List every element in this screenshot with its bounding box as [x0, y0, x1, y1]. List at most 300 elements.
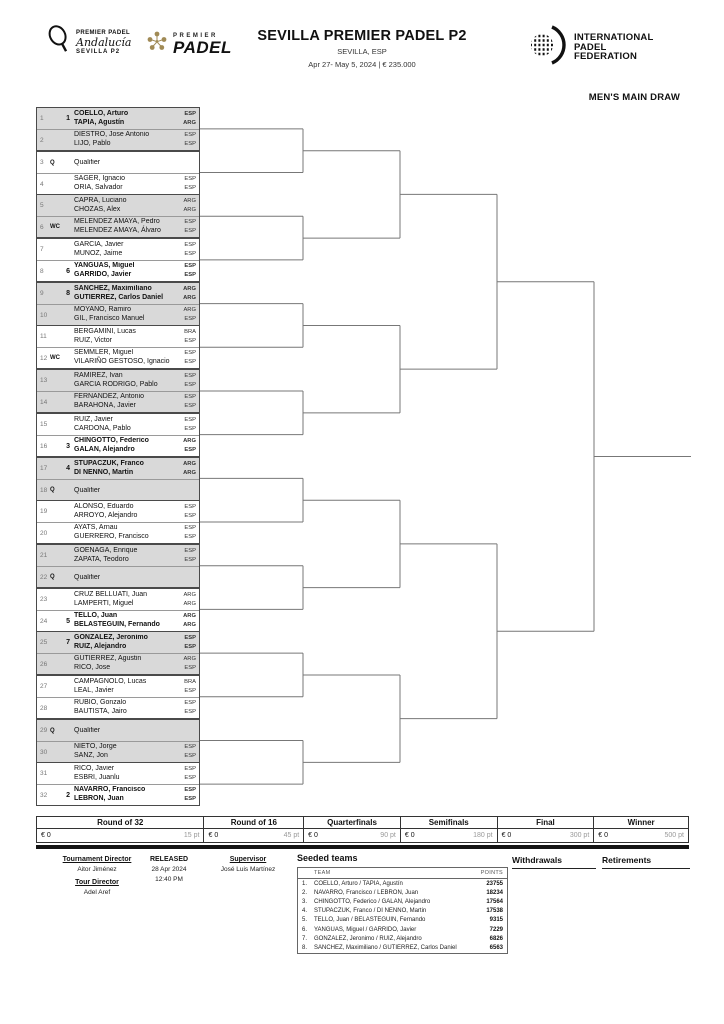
match-box [36, 588, 200, 632]
round-name: Round of 32 [37, 817, 203, 829]
match-box [36, 500, 200, 544]
qualifier-label: Qualifier [74, 159, 101, 166]
player-name: GARCIA, Javier [74, 240, 124, 248]
team-countries [178, 306, 199, 323]
team-names [74, 262, 178, 279]
entry-seed: 3 [66, 442, 70, 450]
seed-rank: 5. [302, 917, 308, 924]
team-countries [178, 110, 199, 127]
player-name: CHINGOTTO, Federico [74, 437, 149, 445]
entry-number: 1 [40, 115, 44, 122]
player-name: LIJO, Pablo [74, 140, 111, 147]
match-box [36, 151, 200, 195]
event-logo-line3: SEVILLA P2 [76, 49, 121, 55]
round-column-1 [37, 817, 203, 842]
team-names [74, 218, 178, 235]
player-name: BAUTISTA, Jairo [74, 708, 127, 715]
player-country: ESP [184, 634, 196, 641]
entry-badge: Q [50, 727, 55, 734]
player-country: ESP [184, 709, 196, 715]
supervisor-block [206, 856, 290, 874]
team-names [74, 591, 178, 608]
team-countries [178, 372, 199, 389]
round-prize: € 0 [41, 832, 51, 839]
player-name: GUTIERREZ, Agustin [74, 655, 142, 663]
team-countries [178, 765, 199, 782]
entry-number: 2 [40, 136, 44, 144]
tournament-director-name: Aitor Jiménez [77, 866, 117, 874]
team-countries [178, 743, 199, 760]
entry-number: 14 [40, 398, 48, 406]
player-country: ESP [184, 176, 196, 183]
player-country: ESP [184, 425, 196, 432]
player-country: ESP [184, 394, 196, 401]
entry-number: 12 [40, 354, 48, 362]
ipf-logo-line1: INTERNATIONAL [574, 31, 654, 43]
entry-number: 28 [40, 704, 48, 712]
seeded-team-row [298, 897, 507, 906]
qualifier-label: Qualifier [74, 573, 101, 581]
player-name: ZAPATA, Teodoro [74, 555, 129, 563]
rounds-bar [36, 816, 689, 843]
player-country: ESP [184, 359, 196, 365]
player-name: STUPACZUK, Franco [74, 459, 144, 467]
player-country: ESP [184, 665, 196, 671]
seed-points: 6826 [489, 935, 503, 942]
round-name: Quarterfinals [304, 817, 400, 829]
player-name: MUNOZ, Jaime [74, 249, 123, 257]
event-dates: Apr 27- May 5, 2024 | € 235.000 [308, 60, 416, 69]
round-name: Semifinals [401, 817, 497, 829]
entry-number: 29 [40, 727, 48, 734]
bracket-entry-18 [37, 479, 199, 500]
seed-team: COELLO, Arturo / TAPIA, Agustín [314, 880, 403, 887]
supervisor-label: Supervisor [229, 856, 267, 863]
entry-number: 30 [40, 748, 48, 756]
tournament-director-block [44, 856, 150, 896]
player-country: ESP [184, 687, 196, 694]
player-country: ARG [183, 656, 196, 663]
round-column-3 [303, 817, 400, 842]
player-name: TAPIA, Agustín [74, 118, 125, 126]
entry-number: 19 [40, 508, 48, 515]
seed-team: YANGUAS, Miguel / GARRIDO, Javier [314, 926, 417, 933]
ipf-ball-icon [528, 24, 568, 71]
player-name: GIL, Francisco Manuel [74, 315, 145, 322]
entry-number: 26 [40, 660, 48, 668]
team-names [74, 110, 178, 127]
team-countries [178, 655, 199, 672]
player-name: DI NENNO, Martin [74, 468, 134, 476]
bracket-entry-12 [37, 347, 199, 368]
tour-director-label: Tour Director [75, 878, 119, 886]
player-country: ESP [184, 110, 196, 117]
player-name: GARCIA RODRIGO, Pablo [74, 380, 158, 388]
player-name: RUBIO, Gonzalo [74, 699, 127, 707]
bracket-entry-4 [37, 173, 199, 194]
round-name: Round of 16 [204, 817, 303, 829]
seed-points: 17564 [486, 898, 503, 905]
player-country: ARG [183, 469, 196, 476]
bracket-entry-2 [37, 129, 199, 150]
entry-number: 27 [40, 683, 48, 690]
player-name: LEBRON, Juan [74, 795, 124, 802]
entry-number: 31 [40, 770, 48, 777]
tournament-director-label: Tournament Director [62, 856, 132, 863]
team-countries [178, 547, 199, 564]
racket-icon [46, 24, 72, 61]
round-prize: € 0 [501, 832, 512, 839]
match-box [36, 675, 200, 719]
bracket-entry-21 [37, 545, 199, 566]
round-prize: € 0 [308, 832, 318, 839]
entry-number: 25 [40, 639, 48, 646]
entry-badge: Q [50, 574, 55, 580]
team-names [74, 306, 178, 323]
seeded-team-row [298, 934, 507, 943]
team-names [74, 349, 178, 366]
player-name: GONZALEZ, Jeronimo [74, 633, 148, 641]
seed-rank: 6. [302, 926, 308, 933]
team-names [74, 612, 178, 629]
entry-number: 22 [40, 573, 48, 581]
seeded-team-row [298, 943, 507, 952]
team-names [74, 328, 178, 345]
player-name: SAGER, Ignacio [74, 175, 125, 183]
ipf-logo-line2: PADEL [574, 41, 607, 53]
entry-badge: Q [50, 487, 55, 493]
player-country: BRA [184, 678, 196, 685]
round-points: 500 pt [664, 832, 684, 839]
bracket-entry-9 [37, 283, 199, 304]
team-names [74, 460, 178, 477]
player-country: ESP [184, 643, 196, 650]
team-countries [178, 328, 199, 345]
seed-rank: 3. [302, 898, 308, 905]
player-name: GUTIERREZ, Carlos Daniel [74, 293, 164, 301]
team-names [74, 634, 178, 651]
seeded-table-header [298, 868, 507, 879]
entry-number: 7 [40, 246, 44, 253]
player-name: FERNANDEZ, Antonio [74, 393, 145, 401]
player-name: GALAN, Alejandro [74, 446, 135, 453]
premier-logo-main: PADEL [173, 38, 232, 57]
round-column-4 [400, 817, 497, 842]
player-country: ESP [184, 372, 196, 379]
player-country: ESP [184, 263, 196, 270]
player-name: YANGUAS, Miguel [74, 262, 135, 270]
seeded-col-points: POINTS [480, 870, 503, 876]
player-name: MELENDEZ AMAYA, Álvaro [74, 227, 161, 234]
player-country: ARG [183, 438, 196, 445]
player-name: BARAHONA, Javier [74, 402, 136, 409]
player-name: MOYANO, Ramiro [74, 306, 132, 314]
team-names [74, 699, 178, 716]
team-countries [178, 218, 199, 235]
entry-badge: WC [50, 224, 60, 230]
entry-seed: 1 [66, 115, 70, 122]
player-name: AYATS, Arnau [74, 524, 118, 532]
player-country: ESP [184, 765, 196, 772]
ipf-logo-line3: FEDERATION [574, 51, 638, 63]
team-countries [178, 786, 199, 803]
player-name: CARDONA, Pablo [74, 424, 131, 432]
bracket-entry-13 [37, 370, 199, 391]
seeded-col-team: TEAM [314, 870, 331, 876]
player-country: ESP [184, 700, 196, 707]
entry-seed: 4 [66, 465, 70, 472]
player-country: ARG [183, 197, 196, 204]
seeded-team-row [298, 907, 507, 916]
player-country: ARG [183, 119, 196, 126]
entry-seed: 2 [66, 791, 70, 799]
bracket-entry-30 [37, 741, 199, 762]
bracket-entry-14 [37, 391, 199, 412]
team-countries [178, 612, 199, 629]
player-country: ESP [184, 503, 196, 510]
tour-director-name: Adel Aref [83, 888, 111, 896]
entry-number: 18 [40, 486, 48, 494]
qualifier-label: Qualifier [74, 727, 101, 734]
player-name: LEAL, Javier [74, 686, 114, 694]
team-countries [178, 285, 199, 302]
team-countries [178, 241, 199, 258]
team-countries [178, 437, 199, 454]
player-country: ARG [183, 206, 196, 213]
team-countries [178, 393, 199, 410]
round-column-6 [593, 817, 688, 842]
team-countries [178, 678, 199, 695]
seed-rank: 7. [302, 935, 308, 942]
entry-seed: 5 [66, 617, 70, 625]
player-country: ESP [184, 547, 196, 554]
team-names [74, 131, 178, 148]
bracket-entry-16 [37, 435, 199, 456]
entry-number: 10 [40, 311, 48, 319]
match-box [36, 544, 200, 588]
player-name: CHOZAS, Alex [74, 205, 121, 213]
team-countries [178, 175, 199, 192]
round-points: 15 pt [183, 832, 200, 839]
seed-team: NAVARRO, Francisco / LEBRON, Juan [314, 889, 419, 896]
seed-rank: 8. [302, 944, 308, 951]
bracket-entry-29 [37, 720, 199, 741]
seeded-team-row [298, 879, 507, 888]
player-name: BERGAMINI, Lucas [74, 327, 136, 335]
player-name: DIESTRO, Jose Antonio [74, 131, 150, 139]
player-country: ESP [184, 774, 196, 781]
page-title: SEVILLA PREMIER PADEL P2 [257, 28, 467, 44]
player-name: CAMPAGNOLO, Lucas [74, 677, 147, 685]
event-logo-line1: PREMIER PADEL [76, 30, 131, 36]
premier-logo-top: PREMIER [173, 33, 218, 39]
entry-seed: 7 [66, 639, 70, 646]
team-names [74, 241, 178, 258]
player-country: ARG [183, 307, 196, 314]
team-names [74, 393, 178, 410]
team-names [74, 765, 178, 782]
player-country: ESP [184, 141, 196, 147]
entry-number: 4 [40, 180, 44, 188]
seed-points: 9315 [489, 917, 503, 924]
team-names [74, 786, 178, 803]
player-country: ARG [183, 591, 196, 598]
flower-icon [146, 30, 168, 59]
team-names [74, 175, 178, 192]
match-box [36, 238, 200, 282]
player-country: ESP [184, 534, 196, 540]
player-name: VILARIÑO GESTOSO, Ignacio [74, 358, 170, 365]
match-box [36, 457, 200, 501]
player-country: ESP [184, 241, 196, 248]
released-block [138, 856, 200, 883]
seed-points: 18234 [486, 889, 503, 896]
team-names [74, 547, 178, 564]
entry-number: 15 [40, 421, 48, 428]
draw-label: MEN'S MAIN DRAW [588, 92, 680, 103]
retirements-header: Retirements [602, 855, 690, 869]
seed-points: 23755 [486, 880, 503, 887]
team-countries [178, 524, 199, 541]
match-box [36, 194, 200, 238]
player-name: ESBRI, Juanlu [74, 773, 120, 781]
seed-team: GONZALEZ, Jeronimo / RUIZ, Alejandro [314, 935, 422, 942]
seed-team: STUPACZUK, Franco / DI NENNO, Martin [314, 908, 427, 915]
match-box [36, 107, 200, 151]
player-country: ESP [184, 185, 196, 191]
player-country: ARG [183, 613, 196, 620]
player-country: ARG [183, 285, 196, 292]
player-country: ARG [183, 460, 196, 467]
event-logo [46, 24, 131, 61]
seed-team: SANCHEZ, Maximiliano / GUTIERREZ, Carlos Daniel [314, 944, 457, 951]
ipf-logo [528, 24, 653, 71]
round-points: 180 pt [473, 832, 493, 839]
seed-rank: 2. [302, 889, 308, 896]
team-countries [178, 349, 199, 366]
player-name: ORIA, Salvador [74, 184, 123, 191]
match-box [36, 762, 200, 806]
entry-number: 20 [40, 529, 48, 537]
player-name: RICO, Jose [74, 664, 111, 671]
team-names [74, 743, 178, 760]
round-points: 45 pt [283, 832, 300, 839]
seed-team: TELLO, Juan / BELASTEGUIN, Fernando [314, 917, 426, 924]
bracket-entry-1 [37, 108, 199, 129]
bracket-entry-23 [37, 589, 199, 610]
seed-points: 7229 [489, 926, 503, 933]
event-logo-line2: Andalucía [76, 36, 132, 49]
player-name: RUIZ, Javier [74, 415, 113, 423]
match-box [36, 413, 200, 457]
player-name: GUERRERO, Francisco [74, 533, 149, 540]
player-country: ESP [184, 512, 196, 519]
player-country: ESP [184, 787, 196, 794]
event-location: SEVILLA, ESP [337, 47, 387, 56]
seeded-team-row [298, 888, 507, 897]
round-column-2 [203, 817, 303, 842]
team-countries [178, 591, 199, 608]
player-name: GOENAGA, Enrique [74, 546, 138, 554]
team-countries [178, 503, 199, 520]
seed-points: 6563 [489, 944, 503, 951]
entry-number: 17 [40, 465, 48, 472]
bracket-entry-10 [37, 304, 199, 325]
seeded-team-row [298, 916, 507, 925]
bracket-entry-26 [37, 653, 199, 674]
player-name: ALONSO, Eduardo [74, 502, 134, 510]
player-name: GARRIDO, Javier [74, 271, 132, 278]
round-name: Winner [594, 817, 688, 829]
player-name: RUIZ, Alejandro [74, 642, 127, 650]
player-name: TELLO, Juan [74, 612, 118, 620]
seeded-teams-table [297, 867, 508, 954]
team-names [74, 416, 178, 433]
bracket-entry-19 [37, 501, 199, 522]
player-name: CRUZ BELLUATI, Juan [74, 590, 148, 598]
bracket-entry-17 [37, 458, 199, 479]
team-names [74, 285, 178, 302]
player-country: ESP [184, 381, 196, 388]
team-countries [178, 416, 199, 433]
player-name: SANCHEZ, Maximiliano [74, 284, 152, 292]
team-countries [178, 460, 199, 477]
team-countries [178, 262, 199, 279]
entry-number: 24 [40, 617, 48, 625]
released-date: 28 Apr 2024 [151, 866, 187, 874]
withdrawals-header: Withdrawals [512, 855, 596, 869]
match-box [36, 719, 200, 763]
bracket-entry-8 [37, 260, 199, 281]
event-title-block [242, 28, 482, 69]
player-name: BELASTEGUIN, Fernando [74, 621, 160, 628]
entry-number: 32 [40, 791, 48, 799]
round-column-5 [497, 817, 594, 842]
match-box [36, 369, 200, 413]
seeded-team-row [298, 925, 507, 934]
bracket-entry-28 [37, 697, 199, 718]
seed-rank: 4. [302, 908, 308, 915]
player-name: RAMIREZ, Ivan [74, 371, 123, 379]
bracket-entry-20 [37, 522, 199, 543]
footer-divider [36, 845, 689, 849]
player-country: ESP [184, 525, 196, 532]
entry-seed: 6 [66, 267, 70, 275]
bracket-entry-3 [37, 152, 199, 173]
player-name: ARROYO, Alejandro [74, 511, 138, 519]
player-name: SEMMLER, Miguel [74, 349, 134, 357]
team-names [74, 655, 178, 672]
player-name: MELENDEZ AMAYA, Pedro [74, 218, 160, 226]
team-countries [178, 131, 199, 148]
player-country: ESP [184, 228, 196, 234]
team-countries [178, 197, 199, 214]
round-prize: € 0 [404, 832, 415, 839]
round-prize: € 0 [598, 832, 609, 839]
player-country: ESP [184, 132, 196, 139]
bracket-entry-27 [37, 676, 199, 697]
player-country: ESP [184, 403, 196, 409]
player-country: ESP [184, 219, 196, 226]
player-country: ESP [184, 250, 196, 257]
bracket-entry-15 [37, 414, 199, 435]
released-label: RELEASED [149, 856, 189, 863]
team-names [74, 524, 178, 541]
player-name: RICO, Javier [74, 764, 115, 772]
released-time: 12:40 PM [155, 875, 183, 883]
entry-badge: WC [50, 355, 60, 361]
round-points: 90 pt [380, 832, 396, 839]
